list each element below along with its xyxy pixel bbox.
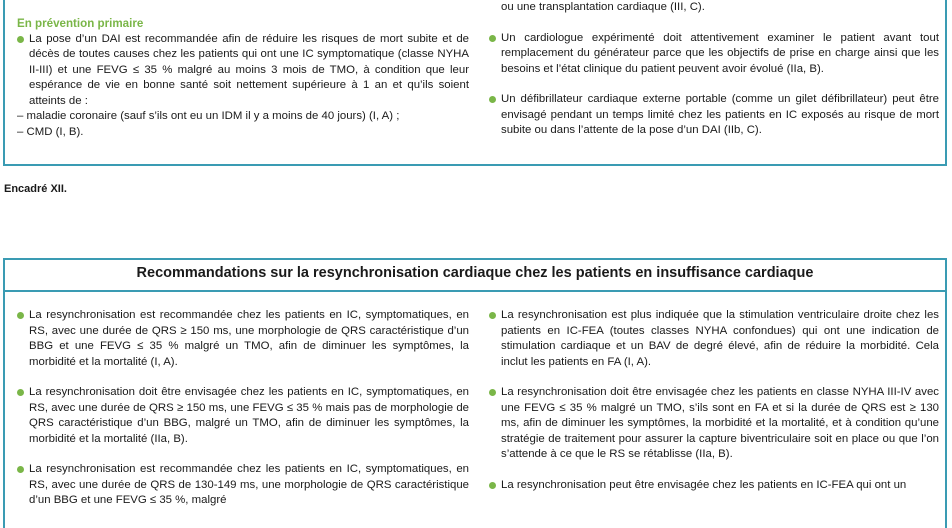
bullet-text: La resynchronisation est recommandée chez les patients en IC, symptomatiques, en RS, avec une durée de QRS ≥ 150 ms, une morphologie de QRS caractéristique d’un BBG et une FEVG ≤ 35 % malgré un TMO, afin de diminuer les symptômes, la morbidité et la mortalité (I, A). bbox=[29, 309, 469, 368]
title-divider bbox=[5, 290, 945, 292]
bullet-text: La resynchronisation peut être envisagée chez les patients en IC-FEA qui ont un bbox=[501, 478, 907, 491]
top-right-column bbox=[489, 0, 939, 139]
figure-caption: Encadré XII. bbox=[4, 183, 67, 195]
list-item bbox=[489, 31, 939, 78]
bullet-icon bbox=[489, 389, 496, 396]
bullet-text: Un défibrillateur cardiaque externe portable (comme un gilet défibrillateur) peut être envisagé pendant un temps limité chez les patients en IC exposés au risque de mort subite ou dans l’attente de la pose d’un DAI (IIb, C). bbox=[501, 93, 939, 136]
bullet-icon bbox=[17, 36, 24, 43]
list-item bbox=[489, 308, 939, 370]
bullet-text: La pose d’un DAI est recommandée afin de réduire les risques de mort subite et de décès de toutes causes chez les patients qui ont une IC symptomatique (classe NYHA II-III) et une FEVG ≤ 35 % malgré au moins 3 mois de TMO, à condition que leur espérance de vie en bonne santé soit nettement supérieure à 1 an et qu’ils soient atteints de : bbox=[29, 32, 469, 107]
list-subitem: – CMD (I, B). bbox=[17, 125, 84, 138]
list-item bbox=[489, 92, 939, 139]
list-item bbox=[17, 385, 469, 447]
list-item bbox=[489, 478, 939, 494]
section-heading: En prévention primaire bbox=[17, 17, 144, 30]
list-item bbox=[17, 32, 469, 110]
bullet-text: La resynchronisation est recommandée chez les patients en IC, symptomatiques, en RS, avec une durée de QRS de 130-149 ms, une morphologie de QRS caractéristique d’un BBG et une FEVG ≤ 35 %, malgré bbox=[29, 463, 469, 506]
bullet-icon bbox=[489, 312, 496, 319]
list-item bbox=[17, 462, 469, 509]
top-left-column bbox=[17, 16, 469, 140]
bullet-icon bbox=[489, 96, 496, 103]
bullet-icon bbox=[17, 466, 24, 473]
recommendation-box-top bbox=[3, 0, 947, 166]
list-item bbox=[489, 385, 939, 463]
bullet-text: La resynchronisation doit être envisagée chez les patients en IC, symptomatiques, en RS, avec une durée de QRS ≥ 150 ms, une FEVG ≤ 35 % mais pas de morphologie de QRS caractéristique d’un BBG, malgré un TMO, afin de diminuer les symptômes, la morbidité et la mortalité (IIa, B). bbox=[29, 386, 469, 445]
bullet-icon bbox=[489, 35, 496, 42]
bullet-icon bbox=[17, 312, 24, 319]
bullet-icon bbox=[489, 482, 496, 489]
bottom-left-column bbox=[17, 308, 469, 509]
box-title: Recommandations sur la resynchronisation cardiaque chez les patients en insuffisance cardiaque bbox=[136, 265, 814, 281]
bullet-text: Un cardiologue expérimenté doit attentivement examiner le patient avant tout remplacement du générateur parce que les objectifs de prise en charge ainsi que les besoins et l’état clinique du patient peuvent avoir évolué (IIa, B). bbox=[501, 31, 939, 75]
list-subitem: – maladie coronaire (sauf s’ils ont eu un IDM il y a moins de 40 jours) (I, A) ; bbox=[17, 110, 400, 122]
recommendation-box-bottom bbox=[3, 258, 947, 528]
bullet-text: La resynchronisation est plus indiquée que la stimulation ventriculaire droite chez les patients en IC-FEA (toutes classes NYHA confondues) qui ont une indication de stimulation cardiaque et un BAV de degré élevé, afin de réduire la morbidité. Cela inclut les patients en FA (I, A). bbox=[501, 309, 939, 368]
bullet-text: La resynchronisation doit être envisagée chez les patients en classe NYHA III-IV avec une FEVG ≤ 35 % malgré un TMO, s’ils sont en FA et si la durée de QRS est ≥ 130 ms, afin de diminuer les symptômes, la morbidité et la mortalité, et à condition qu’une stratégie de traitement pour assurer la capture biventriculaire soit en place ou que l’on s’attende à ce que le RS se rétablisse (IIa, B). bbox=[501, 386, 939, 460]
list-item bbox=[17, 308, 469, 370]
continued-text: ou une transplantation cardiaque (III, C). bbox=[501, 1, 705, 13]
bullet-icon bbox=[17, 389, 24, 396]
bottom-right-column bbox=[489, 308, 939, 493]
